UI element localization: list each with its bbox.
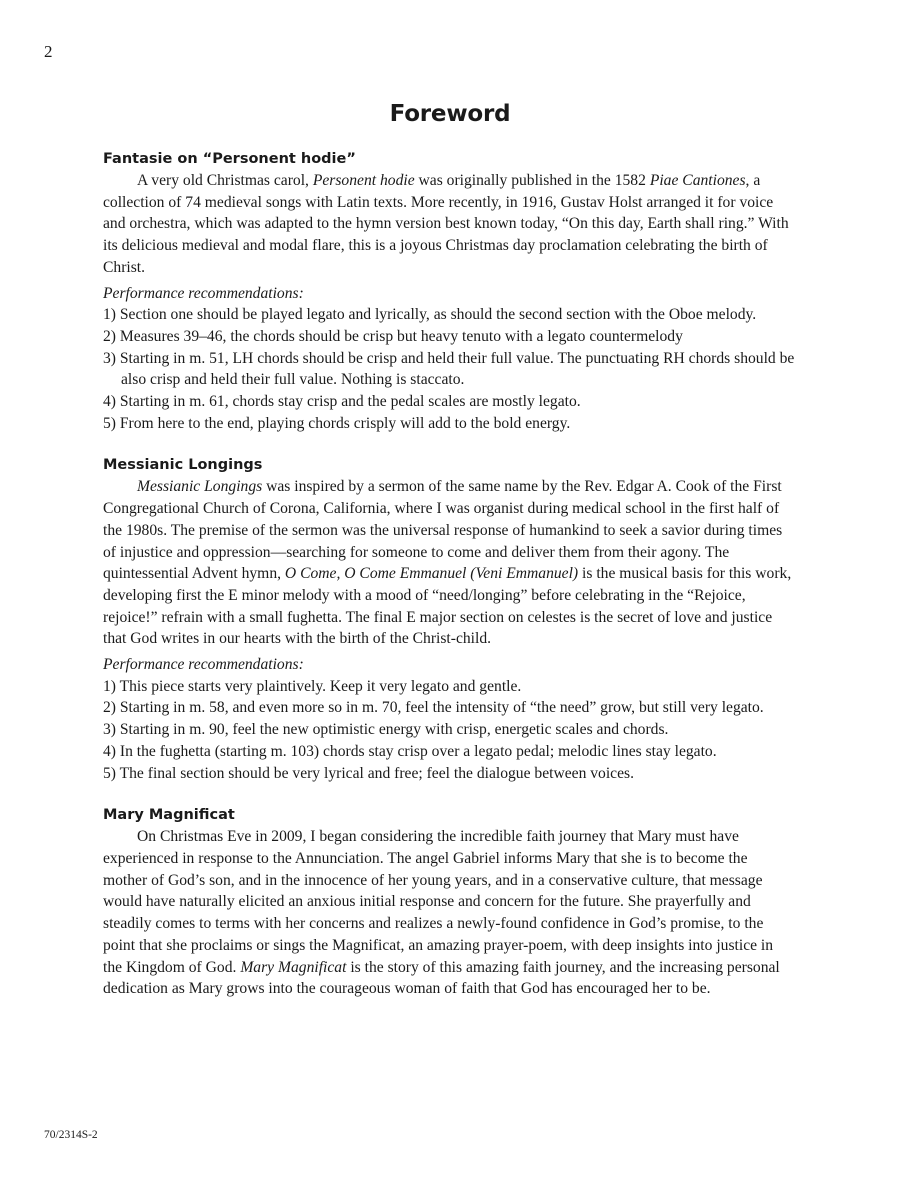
italic-title-text: Messianic Longings: [137, 478, 263, 496]
recommendations-heading: Performance recommendations:: [103, 656, 304, 674]
section-heading: Fantasie on “Personent hodie”: [103, 151, 356, 167]
section-heading: Messianic Longings: [103, 457, 263, 474]
body-text-run: On Christmas Eve in 2009, I began considering the incredible faith journey that Mary must have experienced in response to the Annunciation. The angel Gabriel informs Mary that she is to become the mother of God’s son, and in the innocence of her young years, and in a conservative culture, that message would have naturally elicited an anxious initial response and concern for the future. She prayerfully and steadily comes to terms with her concerns and realizes a newly-found confidence in God’s promise, to the point that she proclaims or sings the Magnificat, an amazing prayer-poem, with deep insights into justice in the Kingdom of God.: [103, 828, 774, 976]
recommendation-item: 4) In the fughetta (starting m. 103) chords stay crisp over a legato pedal; melodic lines stay legato.: [103, 742, 717, 760]
italic-title-text: Mary Magnificat: [240, 958, 347, 976]
recommendations-list: [103, 304, 795, 434]
italic-title-text: O Come, O Come Emmanuel (Veni Emmanuel): [284, 565, 579, 583]
body-text-run: , a collection of 74 medieval songs with Latin texts. More recently, in 1916, Gustav Holst arranged it for voice and orchestra, which was adapted to the hymn version best known today, “On this day, Earth shall ring.” With its delicious medieval and modal flare, this is a joyous Christmas day proclamation celebrating the birth of Christ.: [103, 172, 789, 276]
foreword-content: [103, 148, 795, 1000]
body-text-run: is the musical basis for this work, developing first the E minor melody with a mood of “need/longing” before celebrating in the “Rejoice, rejoice!” refrain with a small fughetta. The final E major section on celestes is the secret of love and justice that God writes in our hearts with the birth of the Christ-child.: [103, 565, 792, 648]
recommendation-item: 5) From here to the end, playing chords crisply will add to the bold energy.: [103, 414, 571, 432]
recommendation-item: 1) This piece starts very plaintively. Keep it very legato and gentle.: [103, 677, 522, 695]
italic-title-text: Piae Cantiones: [649, 172, 746, 189]
body-text-run: is the story of this amazing faith journey, and the increasing personal dedication as Mary grows into the courageous woman of faith that God has encouraged her to be.: [103, 958, 780, 998]
recommendation-item: 4) Starting in m. 61, chords stay crisp and the pedal scales are mostly legato.: [103, 393, 581, 411]
recommendations-heading: Performance recommendations:: [103, 284, 304, 302]
section-messianic-longings: [103, 454, 795, 784]
body-text-run: A very old Christmas carol,: [137, 172, 313, 189]
page-title: Foreword: [389, 101, 511, 127]
section-body: [103, 826, 795, 1000]
footer-catalog-code: 70/2314S-2: [44, 1129, 98, 1141]
section-body: [103, 476, 795, 650]
section-body: [103, 170, 795, 279]
recommendations-list: [103, 676, 795, 785]
page-number: 2: [44, 42, 53, 61]
recommendation-item: 2) Starting in m. 58, and even more so in m. 70, feel the intensity of “the need” grow, but still very legato.: [103, 699, 764, 717]
section-mary-magnificat: [103, 804, 795, 1000]
italic-title-text: Personent hodie: [312, 172, 415, 189]
recommendation-item: 3) Starting in m. 90, feel the new optimistic energy with crisp, energetic scales and chords.: [103, 721, 669, 739]
body-text-run: was originally published in the 1582: [414, 172, 650, 189]
recommendation-item: 1) Section one should be played legato and lyrically, as should the second section with the Oboe melody.: [103, 306, 757, 324]
section-fantasie-personent-hodie: [103, 148, 795, 434]
recommendation-item: 2) Measures 39–46, the chords should be crisp but heavy tenuto with a legato countermelody: [103, 327, 683, 345]
section-heading: Mary Magnificat: [103, 807, 235, 824]
body-text-run: was inspired by a sermon of the same name by the Rev. Edgar A. Cook of the First Congregational Church of Corona, California, where I was organist during medical school in the first half of the 1980s. The premise of the sermon was the universal response of humankind to seek a savior during times of injustice and oppression—searching for someone to come and deliver them from their agony. The quintessential Advent hymn,: [103, 478, 783, 583]
recommendation-item: 3) Starting in m. 51, LH chords should be crisp and held their full value. The punctuating RH chords should be also crisp and held their full value. Nothing is staccato.: [103, 349, 795, 389]
recommendation-item: 5) The final section should be very lyrical and free; feel the dialogue between voices.: [103, 764, 634, 782]
